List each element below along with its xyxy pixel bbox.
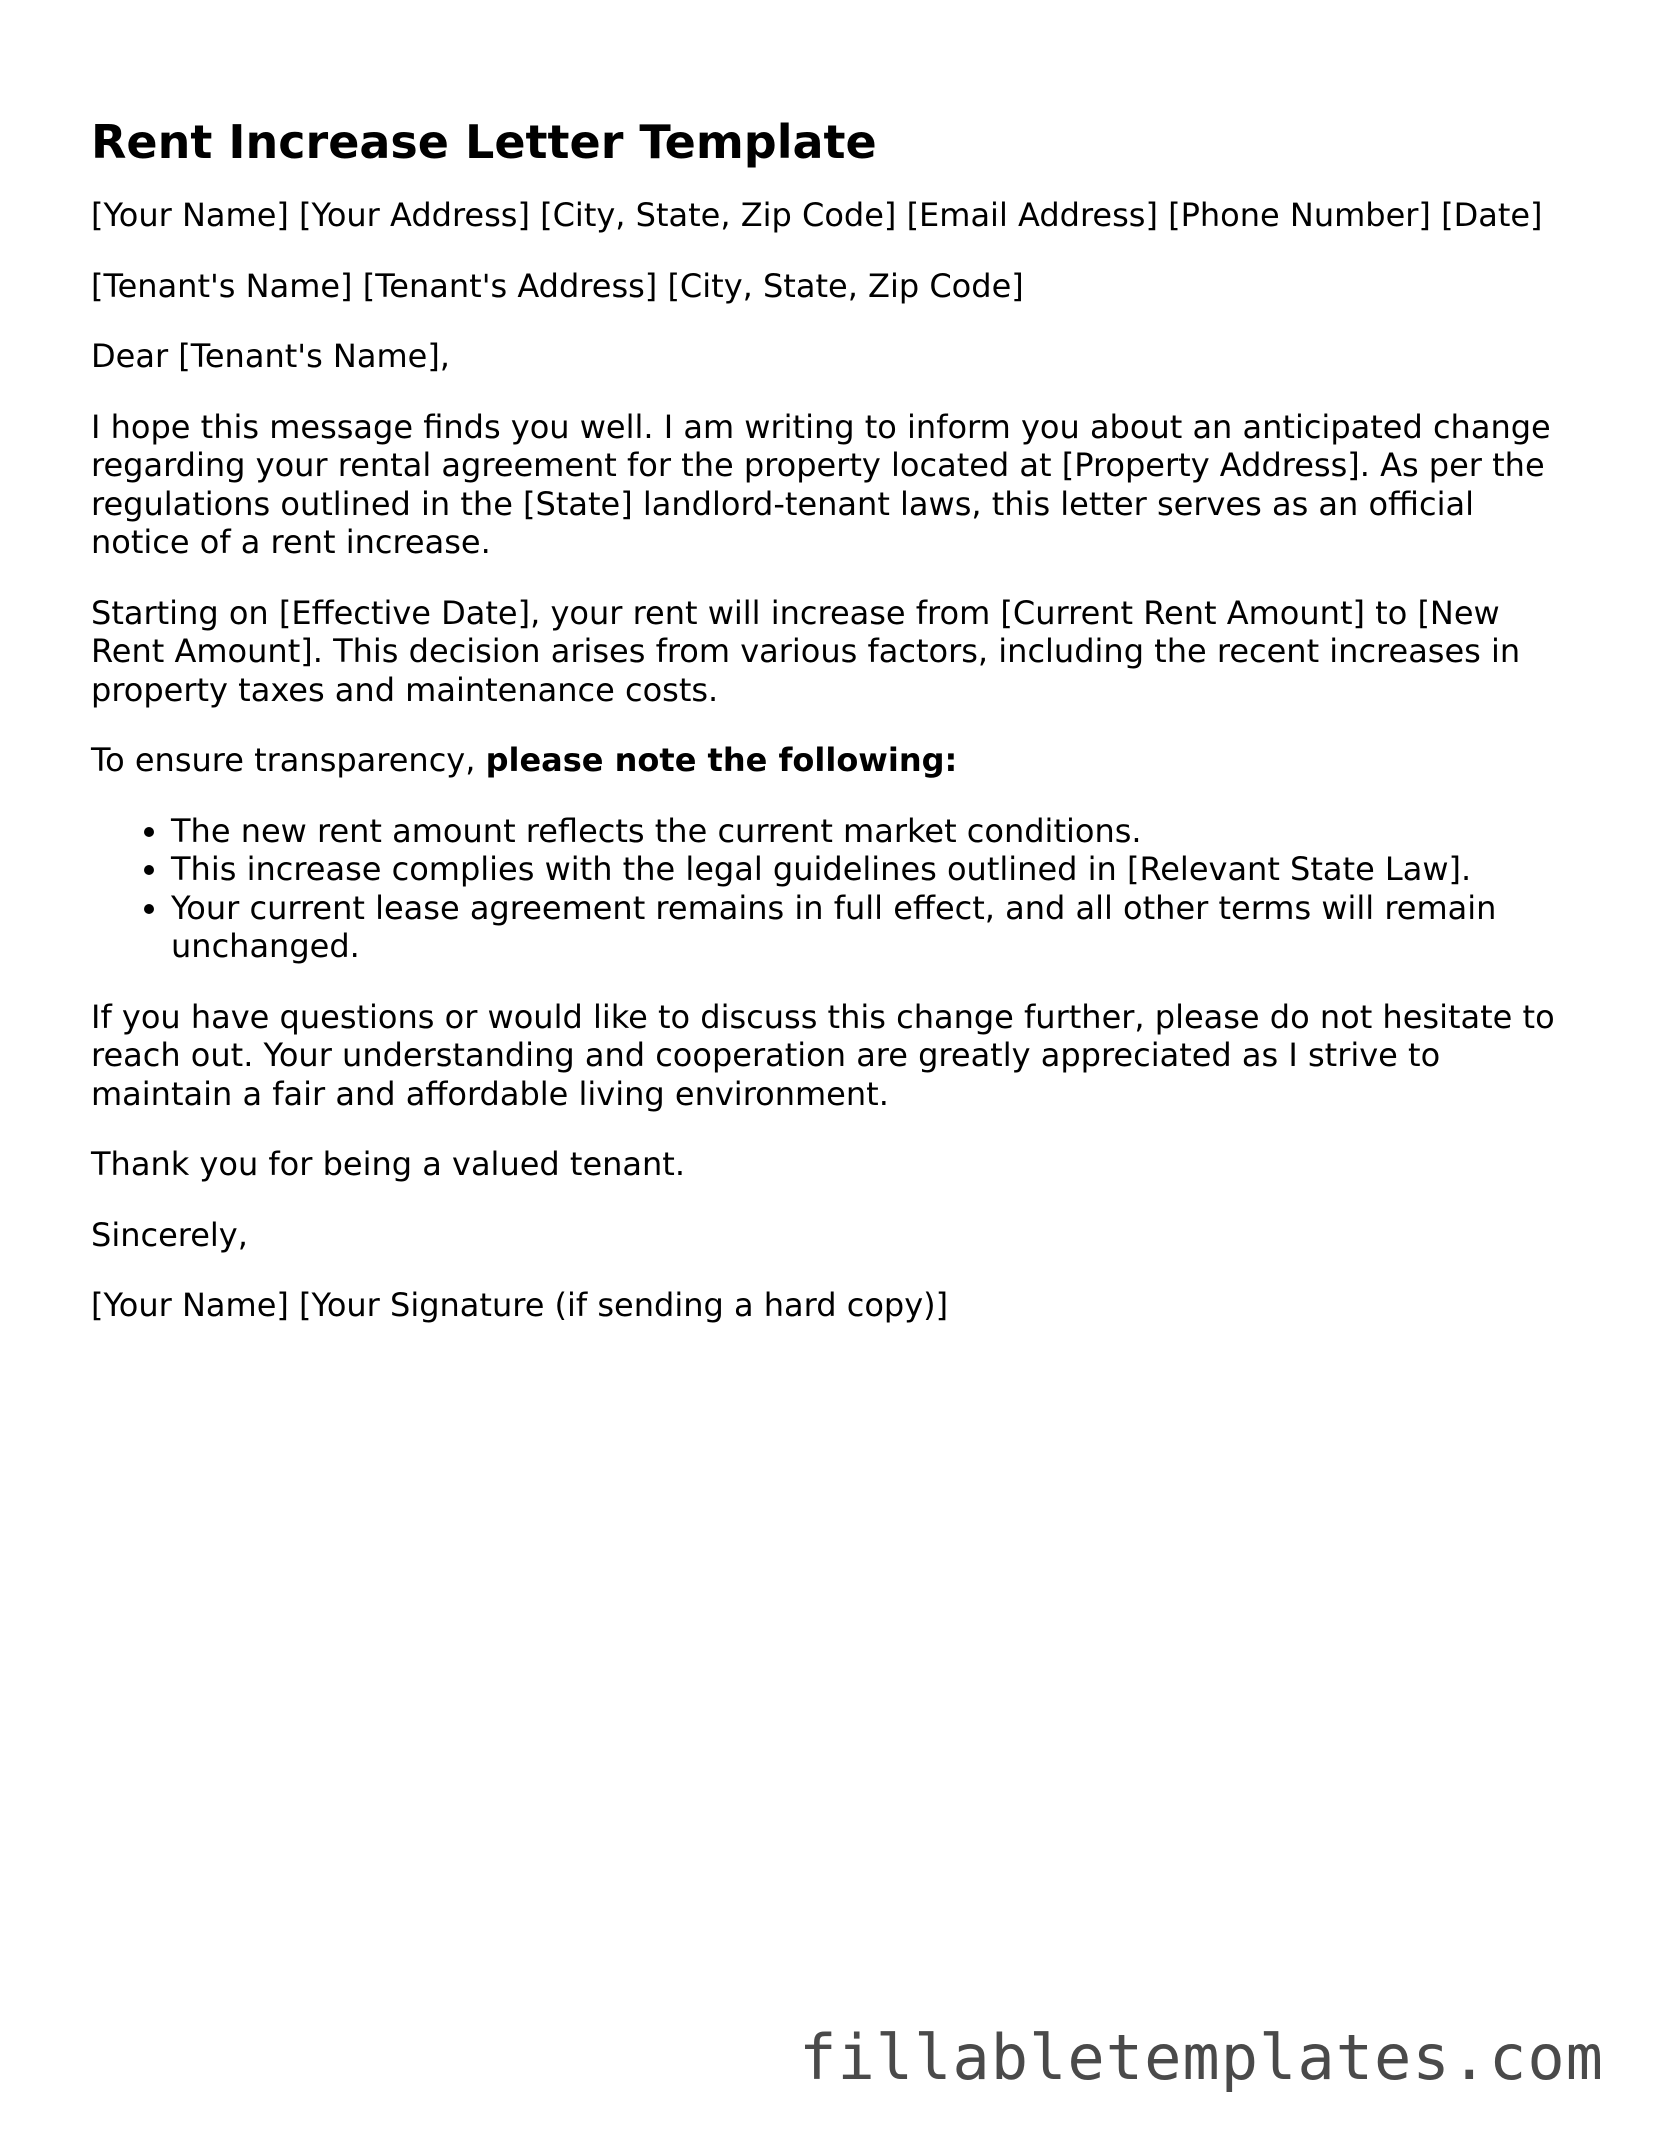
note-intro-bold: please note the following:: [485, 741, 958, 779]
thanks-line: Thank you for being a valued tenant.: [91, 1145, 686, 1183]
paragraph-intro: I hope this message finds you well. I am writing to inform you about an anticipated change regarding your rental agreement for the property located at [Property Address]. As per the regulations outlined in the [State] landlord-tenant laws, this letter serves as an official notice of a rent increase.: [91, 407, 1551, 561]
list-item: • This increase complies with the legal guidelines outlined in [Relevant State Law].: [171, 850, 1571, 889]
recipient-block: [Tenant's Name] [Tenant's Address] [City, State, Zip Code]: [91, 266, 1024, 305]
watermark: fillabletemplates.com: [799, 2021, 1604, 2094]
list-item: • The new rent amount reflects the current market conditions.: [171, 812, 1571, 851]
letter-document: [91, 108, 1571, 1357]
list-item: • Your current lease agreement remains in full effect, and all other terms will remain unchanged.: [171, 889, 1571, 966]
page-title: Rent Increase Letter Template: [91, 115, 877, 169]
sender-block: [Your Name] [Your Address] [City, State, Zip Code] [Email Address] [Phone Number] [Date]: [91, 196, 1543, 234]
closing: Sincerely,: [91, 1215, 248, 1254]
signature-block: [Your Name] [Your Signature (if sending a hard copy)]: [91, 1286, 949, 1324]
note-intro: [91, 741, 1571, 780]
note-list: [91, 812, 1571, 966]
paragraph-rent-change: Starting on [Effective Date], your rent will increase from [Current Rent Amount] to [New Rent Amount]. This decision arises from various factors, including the recent increases in property taxes and maintenance costs.: [91, 593, 1521, 709]
note-intro-text: To ensure transparency,: [91, 741, 476, 779]
paragraph-questions: If you have questions or would like to discuss this change further, please do not hesitate to reach out. Your understanding and cooperation are greatly appreciated as I strive to maintain a fair and affordable living environment.: [91, 997, 1555, 1113]
salutation: Dear [Tenant's Name],: [91, 337, 450, 375]
